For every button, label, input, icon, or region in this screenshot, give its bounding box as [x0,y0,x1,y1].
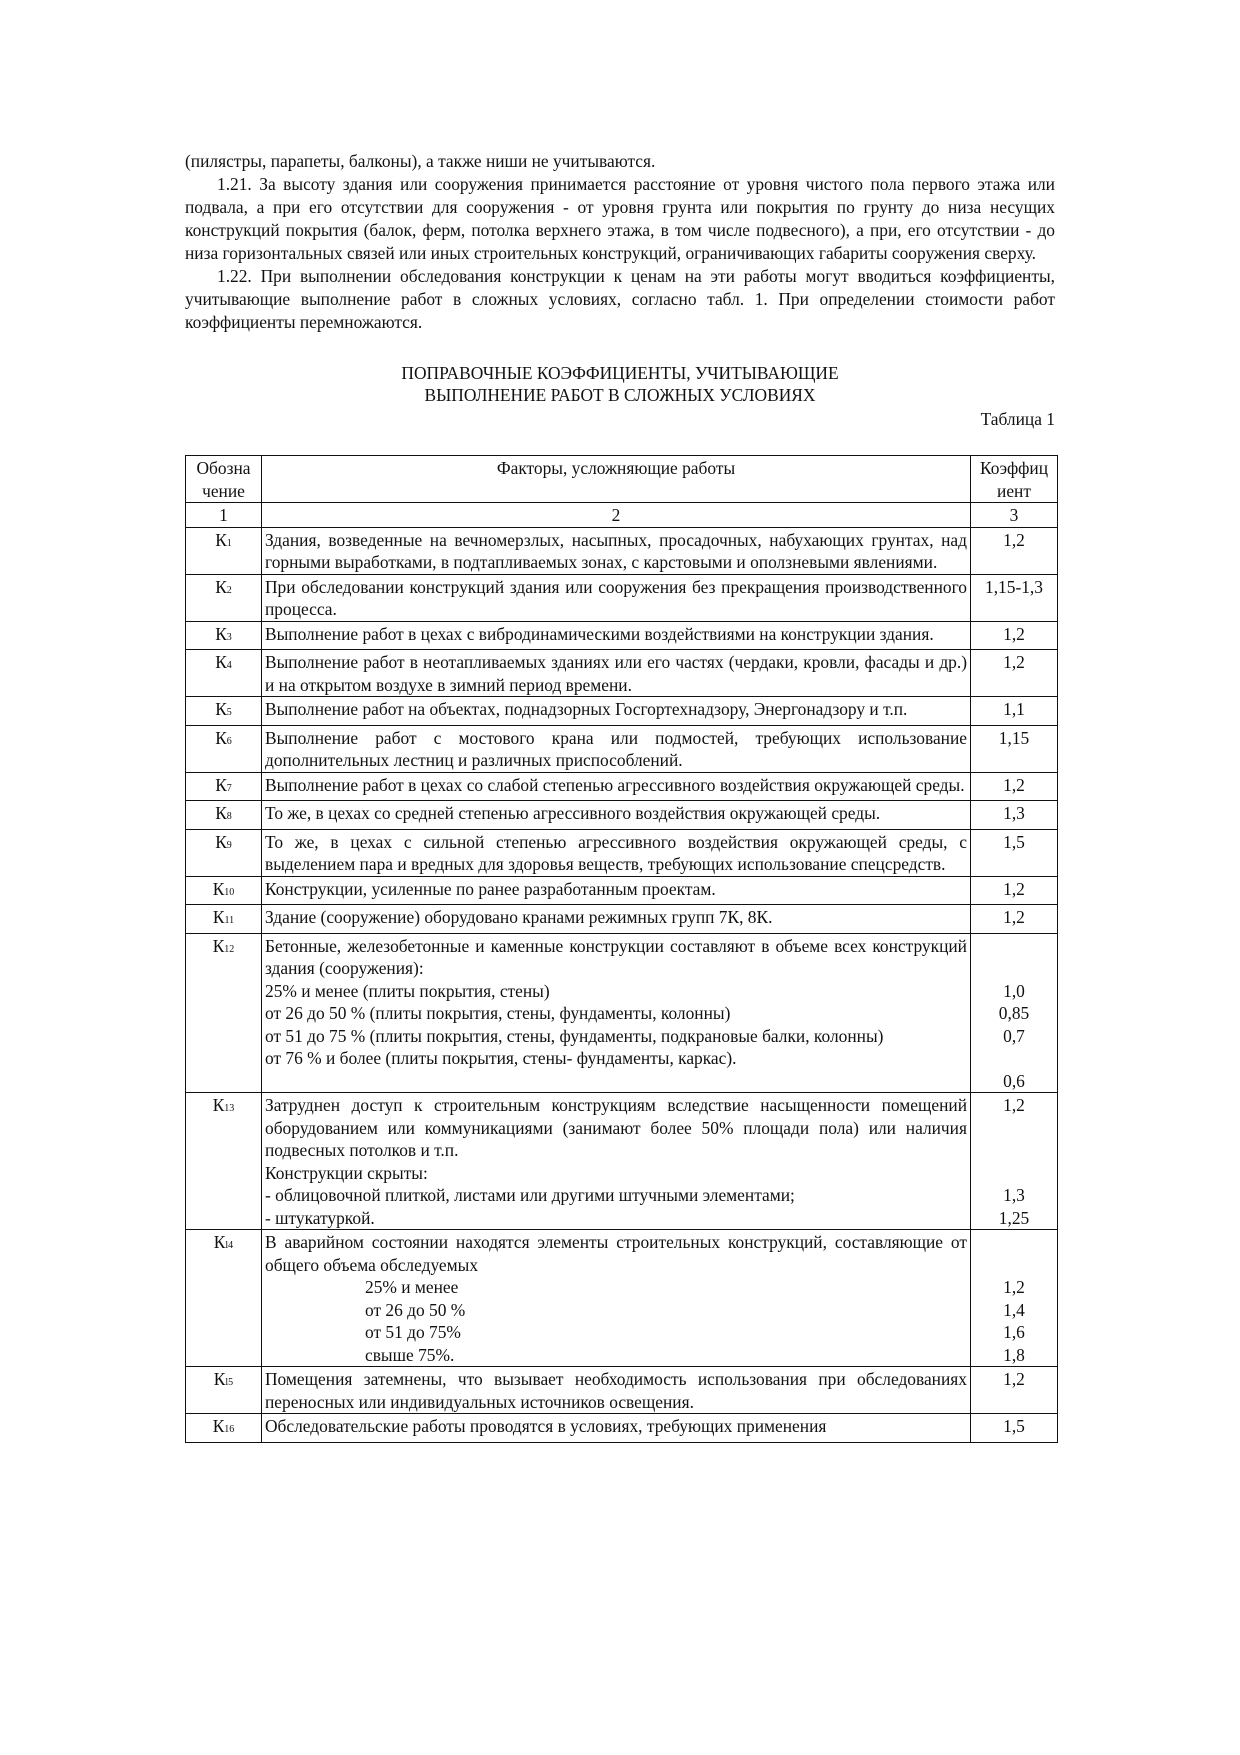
factor-intro: В аварийном состоянии находятся элементы строительных конструкций, составляющие от общего объема обследуемых [265,1232,967,1275]
factor-option: от 51 до 75% [365,1322,461,1342]
designation-cell: К2 [186,574,262,621]
factor-cell: Обследовательские работы проводятся в условиях, требующих применения [262,1414,971,1443]
table-row [186,574,1058,621]
designation-cell: К6 [186,725,262,772]
designation-cell: К7 [186,772,262,801]
coefficient-value: 0,85 [998,1003,1030,1023]
designation-cell: К1 [186,527,262,574]
factor-option: - штукатуркой. [265,1207,375,1228]
factor-cell [262,933,971,1093]
coefficient-cell: 1,2 [971,876,1058,905]
factor-cell [262,1230,971,1367]
factor-option: от 76 % и более (плиты покрытия, стены- фундаменты, каркас). [265,1048,737,1068]
coefficient-value: 1,6 [1003,1322,1025,1342]
coefficient-value: 1,2 [1003,1277,1025,1297]
column-number-1: 1 [186,503,262,528]
header-coefficient: Коэффиц иент [971,456,1058,503]
coefficient-cell: 1,2 [971,1367,1058,1414]
factor-option: от 51 до 75 % (плиты покрытия, стены, фундаменты, подкрановые балки, колонны) [265,1025,884,1046]
factor-cell: Здание (сооружение) оборудовано кранами режимных групп 7К, 8К. [262,905,971,934]
designation-cell: Кl5 [186,1367,262,1414]
coefficient-cell: 1,15-1,3 [971,574,1058,621]
table-row [186,1414,1058,1443]
table-row [186,725,1058,772]
factor-cell: Здания, возведенные на вечномерзлых, насыпных, просадочных, набухающих грунтах, над горными выработками, в подтапливаемых зонах, с карстовыми и оползневыми явлениями. [262,527,971,574]
factor-intro: Бетонные, железобетонные и каменные конструкции составляют в объеме всех конструкций здания (сооружения): [265,935,967,978]
coefficient-value: 0,7 [1003,1025,1025,1046]
table-row-k13 [186,1093,1058,1230]
designation-cell: К10 [186,876,262,905]
coefficient-value: 1,0 [1003,980,1025,1001]
table-row-k14 [186,1230,1058,1367]
table-row [186,1367,1058,1414]
table-row [186,650,1058,697]
coefficient-value: 0,6 [1003,1070,1025,1091]
factor-cell: То же, в цехах со средней степенью агрессивного воздействия окружающей среды. [262,801,971,830]
column-number-2: 2 [262,503,971,528]
table-row [186,905,1058,934]
factor-cell: Выполнение работ в цехах со слабой степенью агрессивного воздействия окружающей среды. [262,772,971,801]
designation-cell: К3 [186,621,262,650]
header-designation: Обозна чение [186,456,262,503]
coefficient-value: 1,4 [1003,1299,1025,1320]
table-row [186,772,1058,801]
coefficient-cell: 1,5 [971,829,1058,876]
designation-cell: К5 [186,697,262,726]
factor-cell: Выполнение работ в неотапливаемых зданиях или его частях (чердаки, кровли, фасады и др.) и на открытом воздухе в зимний период времени. [262,650,971,697]
table-row [186,876,1058,905]
table-row [186,697,1058,726]
coefficient-value: 1,8 [1003,1344,1025,1365]
factor-option: - облицовочной плиткой, листами или другими штучными элементами; [265,1185,795,1205]
coefficient-cell: 1,1 [971,697,1058,726]
coefficient-cell: 1,2 [971,772,1058,801]
factor-option: от 26 до 50 % (плиты покрытия, стены, фундаменты, колонны) [265,1003,731,1023]
factor-option: Конструкции скрыты: [265,1162,428,1183]
table-row [186,829,1058,876]
coefficient-cell [971,933,1058,1093]
factor-cell: Помещения затемнены, что вызывает необходимость использования при обследованиях переносных или индивидуальных источников освещения. [262,1367,971,1414]
paragraph-1-22: 1.22. При выполнении обследования конструкции к ценам на эти работы могут вводиться коэффициенты, учитывающие выполнение работ в сложных условиях, согласно табл. 1. При определении стоимости работ коэффициенты перемножаются. [185,266,1055,332]
factor-cell: Конструкции, усиленные по ранее разработанным проектам. [262,876,971,905]
coefficient-cell [971,1230,1058,1367]
table-header-row [186,456,1058,503]
coefficient-value: 1,2 [1003,1095,1025,1115]
designation-cell: К13 [186,1093,262,1230]
designation-cell: К9 [186,829,262,876]
table-row [186,801,1058,830]
factor-option: от 26 до 50 % [365,1299,466,1320]
factor-option: 25% и менее [365,1277,459,1297]
factor-intro: Затруднен доступ к строительным конструкциям вследствие насыщенности помещений оборудованием или коммуникациями (занимают более 50% площади пола) или наличия подвесных потолков и т.п. [265,1095,967,1160]
factor-cell [262,1093,971,1230]
designation-cell: К12 [186,933,262,1093]
coefficient-cell [971,1093,1058,1230]
table-row-k12 [186,933,1058,1093]
coefficient-cell: 1,5 [971,1414,1058,1443]
table-title-line-1: ПОПРАВОЧНЫЕ КОЭФФИЦИЕНТЫ, УЧИТЫВАЮЩИЕ [401,363,839,383]
coefficient-cell: 1,15 [971,725,1058,772]
table-row [186,621,1058,650]
coefficient-cell: 1,2 [971,527,1058,574]
coefficient-cell: 1,2 [971,650,1058,697]
coefficient-cell: 1,3 [971,801,1058,830]
factor-cell: То же, в цехах с сильной степенью агрессивного воздействия окружающей среды, с выделением пара и вредных для здоровья веществ, требующих использование спецсредств. [262,829,971,876]
coefficient-cell: 1,2 [971,905,1058,934]
table-number: Таблица 1 [980,409,1055,429]
coefficient-cell: 1,2 [971,621,1058,650]
factor-option: свыше 75%. [365,1344,455,1365]
factor-cell: Выполнение работ с мостового крана или подмостей, требующих использование дополнительных лестниц и различных приспособлений. [262,725,971,772]
designation-cell: К4 [186,650,262,697]
header-factors: Факторы, усложняющие работы [262,456,971,503]
factor-cell: Выполнение работ на объектах, поднадзорных Госгортехнадзору, Энергонадзору и т.п. [262,697,971,726]
table-title [185,362,1055,406]
designation-cell: Кl4 [186,1230,262,1367]
column-number-3: 3 [971,503,1058,528]
table-row [186,527,1058,574]
designation-cell: К16 [186,1414,262,1443]
designation-cell: К8 [186,801,262,830]
column-number-row [186,503,1058,528]
document-content [185,150,1055,1443]
paragraph-1-21: 1.21. За высоту здания или сооружения принимается расстояние от уровня чистого пола первого этажа или подвала, а при его отсутствии для сооружения - от уровня грунта или покрытия по грунту до низа несущих конструкций покрытия (балок, ферм, потолка верхнего этажа, в том числе подвесного), а при, его отсутствии - до низа горизонтальных связей или иных строительных конструкций, ограничивающих габариты сооружения сверху. [185,174,1055,263]
factor-cell: При обследовании конструкций здания или сооружения без прекращения производственного процесса. [262,574,971,621]
coefficient-value: 1,25 [998,1207,1030,1228]
factor-option: 25% и менее (плиты покрытия, стены) [265,980,550,1001]
coefficient-value: 1,3 [1003,1185,1025,1205]
factor-cell: Выполнение работ в цехах с вибродинамическими воздействиями на конструкции здания. [262,621,971,650]
designation-cell: К11 [186,905,262,934]
paragraph-continuation: (пилястры, парапеты, балконы), а также ниши не учитываются. [185,151,656,171]
table-title-line-2: ВЫПОЛНЕНИЕ РАБОТ В СЛОЖНЫХ УСЛОВИЯХ [424,385,816,405]
coefficients-table [185,455,1058,1443]
